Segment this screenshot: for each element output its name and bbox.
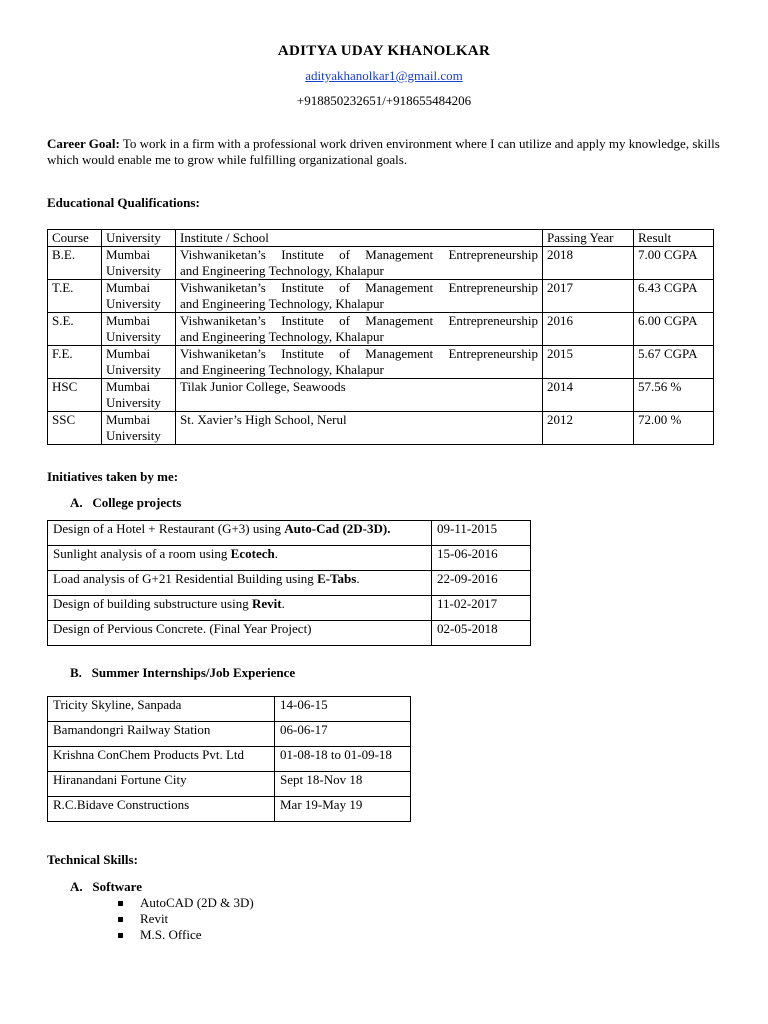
course-cell: T.E. <box>48 280 102 313</box>
initiatives-heading: Initiatives taken by me: <box>47 469 179 484</box>
course-cell: B.E. <box>48 247 102 280</box>
result-cell: 6.00 CGPA <box>634 313 714 346</box>
institute-cell <box>176 379 543 412</box>
project-description <box>48 621 432 646</box>
column-header: Course <box>48 230 102 247</box>
phone-numbers: +918850232651/+918655484206 <box>296 93 472 108</box>
internship-place: Tricity Skyline, Sanpada <box>48 697 275 722</box>
internships-heading: B. Summer Internships/Job Experience <box>70 665 296 680</box>
project-suffix: . <box>274 546 278 561</box>
column-header: Passing Year <box>543 230 634 247</box>
email-link[interactable]: adityakhanolkar1@gmail.com <box>305 68 463 83</box>
institute-line: St. Xavier’s High School, Nerul <box>180 412 347 427</box>
project-description <box>48 521 432 546</box>
internships-table <box>47 696 411 822</box>
institute-line: and Engineering Technology, Khalapur <box>180 362 384 377</box>
university-cell: Mumbai University <box>102 313 176 346</box>
university-cell: Mumbai University <box>102 412 176 445</box>
table-row <box>48 797 411 822</box>
result-cell: 5.67 CGPA <box>634 346 714 379</box>
project-text: Design of a Hotel + Restaurant (G+3) using <box>53 521 285 536</box>
table-row <box>48 379 714 412</box>
university-cell: Mumbai University <box>102 280 176 313</box>
column-header: University <box>102 230 176 247</box>
internship-period: 01-08-18 to 01-09-18 <box>275 747 411 772</box>
course-cell: HSC <box>48 379 102 412</box>
year-cell: 2018 <box>543 247 634 280</box>
result-cell: 57.56 % <box>634 379 714 412</box>
year-cell: 2012 <box>543 412 634 445</box>
internship-period: Mar 19-May 19 <box>275 797 411 822</box>
education-header-row <box>48 230 714 247</box>
project-date: 22-09-2016 <box>432 571 531 596</box>
institute-line: Vishwaniketan’s Institute of Management Entrepreneurship <box>180 247 538 262</box>
table-row <box>48 313 714 346</box>
institute-line: Tilak Junior College, Seawoods <box>180 379 346 394</box>
year-cell: 2014 <box>543 379 634 412</box>
project-text: Load analysis of G+21 Residential Building using <box>53 571 318 586</box>
project-text: Sunlight analysis of a room using <box>53 546 231 561</box>
project-suffix: . <box>281 596 285 611</box>
project-description <box>48 571 432 596</box>
project-date: 09-11-2015 <box>432 521 531 546</box>
table-row <box>48 546 531 571</box>
table-row <box>48 247 714 280</box>
year-cell: 2015 <box>543 346 634 379</box>
internship-place: R.C.Bidave Constructions <box>48 797 275 822</box>
project-date: 15-06-2016 <box>432 546 531 571</box>
year-cell: 2016 <box>543 313 634 346</box>
institute-cell <box>176 280 543 313</box>
career-goal-label: Career Goal: <box>47 136 120 151</box>
internship-period: 14-06-15 <box>275 697 411 722</box>
university-cell: Mumbai University <box>102 346 176 379</box>
project-description <box>48 546 432 571</box>
internship-place: Hiranandani Fortune City <box>48 772 275 797</box>
table-row <box>48 621 531 646</box>
college-projects-table <box>47 520 531 646</box>
project-text: Design of building substructure using <box>53 596 252 611</box>
table-row <box>48 747 411 772</box>
list-item: M.S. Office <box>118 927 254 943</box>
internship-place: Krishna ConChem Products Pvt. Ltd <box>48 747 275 772</box>
career-goal-text: To work in a firm with a professional work driven environment where I can utilize and apply my knowledge, skills which would enable me to grow while fulfilling organizational goals. <box>47 136 720 167</box>
career-goal <box>47 136 727 168</box>
result-cell: 72.00 % <box>634 412 714 445</box>
software-list <box>118 895 254 943</box>
table-row <box>48 346 714 379</box>
technical-skills-heading: Technical Skills: <box>47 852 138 867</box>
institute-cell <box>176 313 543 346</box>
institute-line: and Engineering Technology, Khalapur <box>180 329 384 344</box>
table-row <box>48 772 411 797</box>
project-text: Design of Pervious Concrete. (Final Year Project) <box>53 621 312 636</box>
software-heading: A. Software <box>70 879 142 894</box>
university-cell: Mumbai University <box>102 247 176 280</box>
college-projects-heading: A. College projects <box>70 495 182 510</box>
table-row <box>48 571 531 596</box>
table-row <box>48 596 531 621</box>
project-tool: Auto-Cad (2D-3D) <box>284 521 388 536</box>
course-cell: S.E. <box>48 313 102 346</box>
list-item: AutoCAD (2D & 3D) <box>118 895 254 911</box>
table-row <box>48 521 531 546</box>
institute-line: Vishwaniketan’s Institute of Management Entrepreneurship <box>180 280 538 295</box>
institute-cell <box>176 346 543 379</box>
internship-period: 06-06-17 <box>275 722 411 747</box>
course-cell: F.E. <box>48 346 102 379</box>
institute-line: Vishwaniketan’s Institute of Management Entrepreneurship <box>180 346 538 361</box>
institute-cell <box>176 247 543 280</box>
internship-place: Bamandongri Railway Station <box>48 722 275 747</box>
institute-line: and Engineering Technology, Khalapur <box>180 296 384 311</box>
result-cell: 6.43 CGPA <box>634 280 714 313</box>
table-row <box>48 412 714 445</box>
project-description <box>48 596 432 621</box>
project-tool: Ecotech <box>230 546 275 561</box>
column-header: Result <box>634 230 714 247</box>
column-header: Institute / School <box>176 230 543 247</box>
project-suffix: . <box>356 571 360 586</box>
result-cell: 7.00 CGPA <box>634 247 714 280</box>
education-table <box>47 229 714 445</box>
list-item: Revit <box>118 911 254 927</box>
institute-line: Vishwaniketan’s Institute of Management Entrepreneurship <box>180 313 538 328</box>
university-cell: Mumbai University <box>102 379 176 412</box>
project-tool: E-Tabs <box>317 571 357 586</box>
course-cell: SSC <box>48 412 102 445</box>
project-date: 11-02-2017 <box>432 596 531 621</box>
internship-period: Sept 18-Nov 18 <box>275 772 411 797</box>
project-tool: Revit <box>251 596 282 611</box>
education-heading: Educational Qualifications: <box>47 195 200 210</box>
candidate-name: ADITYA UDAY KHANOLKAR <box>277 43 491 59</box>
project-suffix: . <box>387 521 391 536</box>
table-row <box>48 722 411 747</box>
institute-cell <box>176 412 543 445</box>
institute-line: and Engineering Technology, Khalapur <box>180 263 384 278</box>
table-row <box>48 697 411 722</box>
year-cell: 2017 <box>543 280 634 313</box>
table-row <box>48 280 714 313</box>
project-date: 02-05-2018 <box>432 621 531 646</box>
